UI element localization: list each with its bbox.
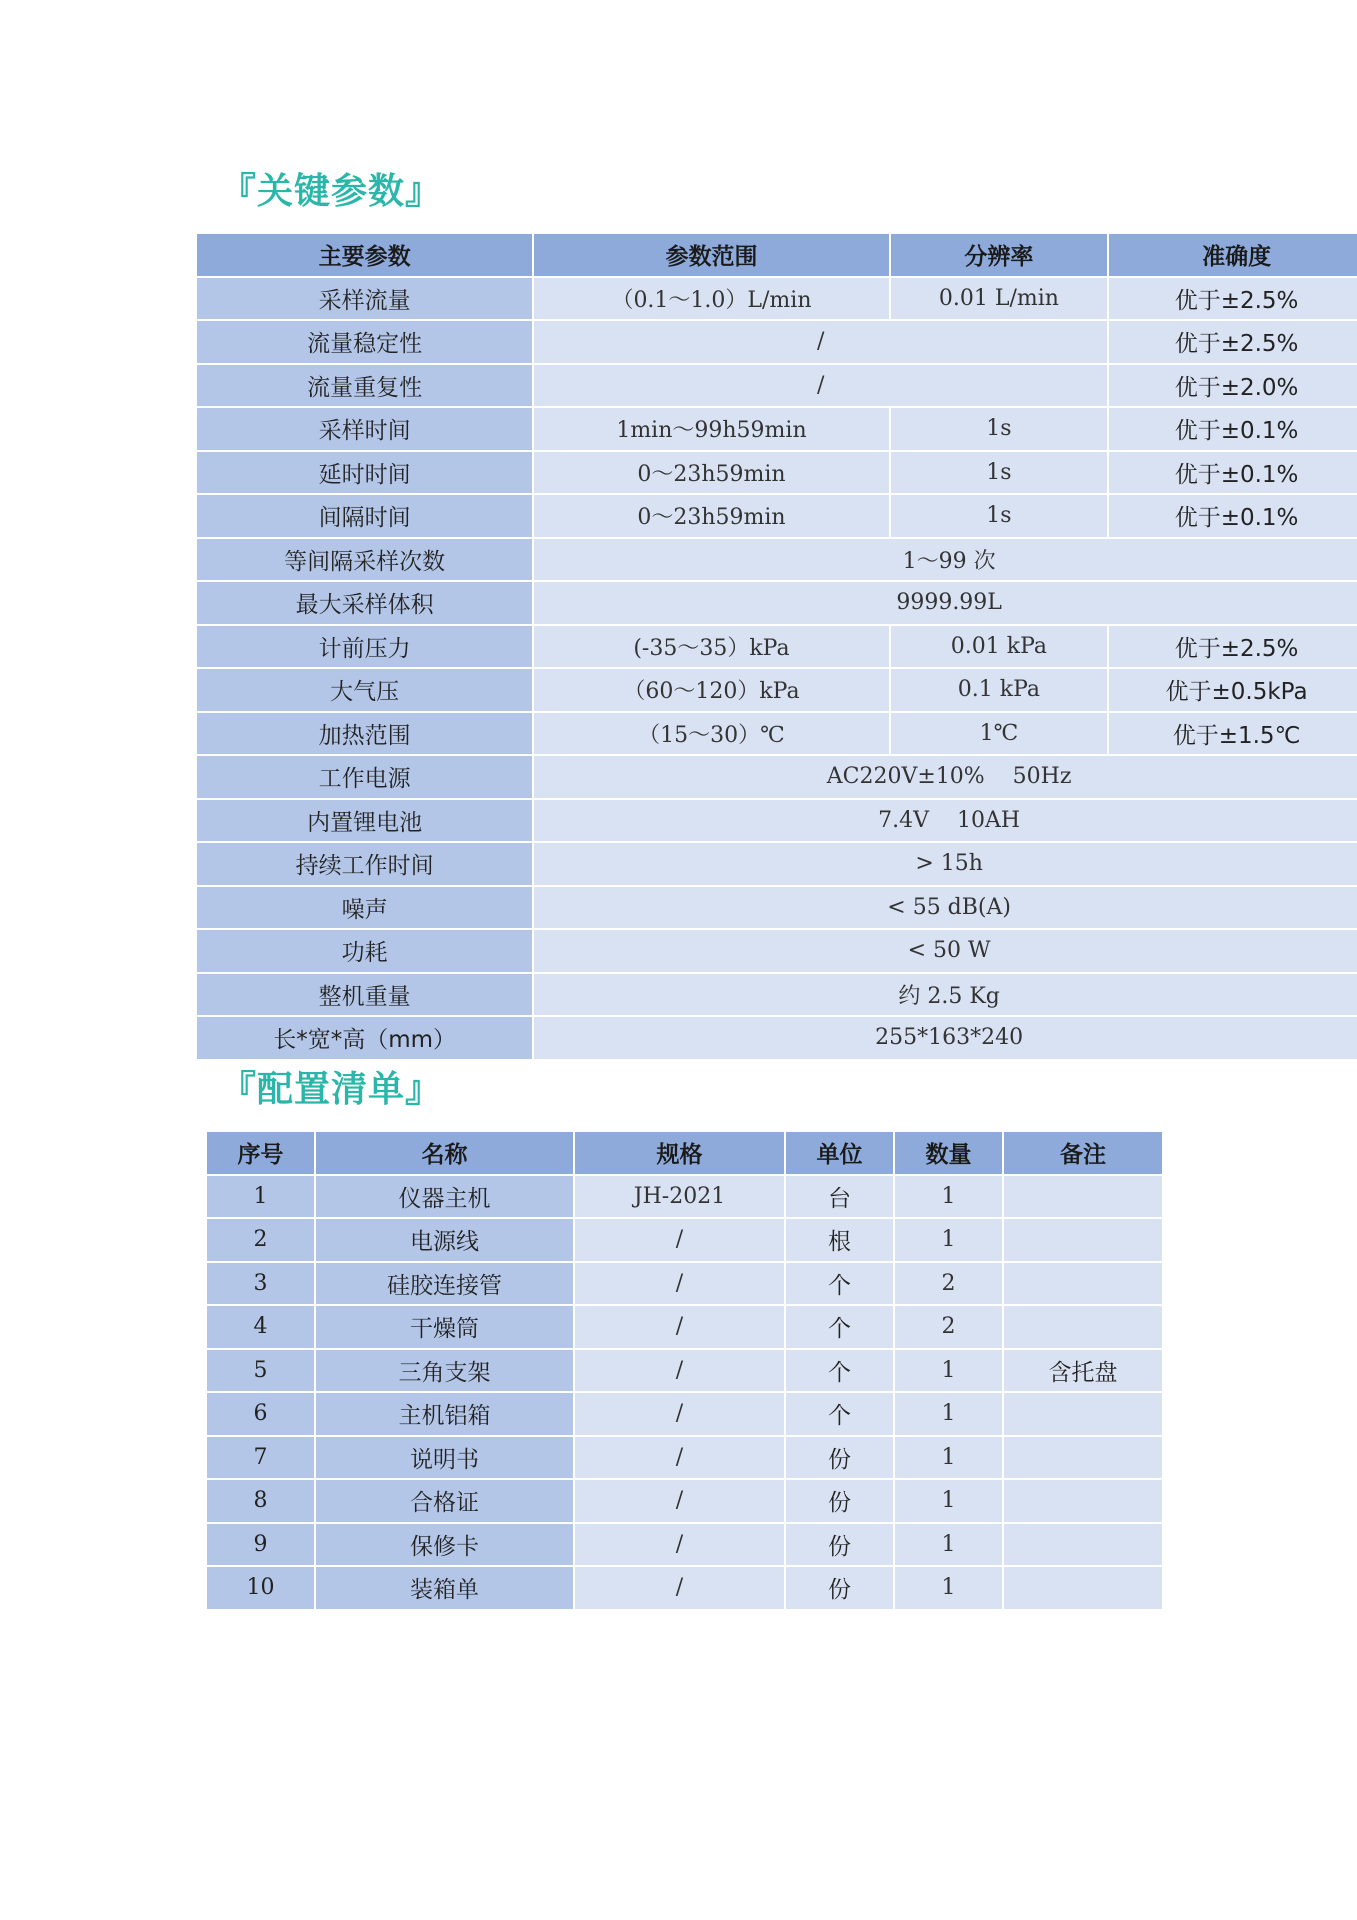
item-spec: / xyxy=(574,1305,785,1349)
item-note xyxy=(1003,1479,1163,1523)
item-qty: 2 xyxy=(894,1262,1003,1306)
item-note xyxy=(1003,1262,1163,1306)
table-row xyxy=(196,320,1357,364)
param-resolution: 1℃ xyxy=(890,712,1108,756)
item-qty: 1 xyxy=(894,1436,1003,1480)
param-accuracy: 优于±2.5% xyxy=(1108,320,1357,364)
param-range: / xyxy=(533,320,1108,364)
header-unit: 单位 xyxy=(785,1131,894,1175)
table-row xyxy=(206,1175,1163,1219)
param-accuracy: 优于±2.0% xyxy=(1108,364,1357,408)
param-name: 工作电源 xyxy=(196,755,533,799)
item-no: 3 xyxy=(206,1262,315,1306)
item-no: 2 xyxy=(206,1218,315,1262)
key-parameters-table xyxy=(195,232,1357,1061)
item-no: 9 xyxy=(206,1523,315,1567)
item-unit: 个 xyxy=(785,1262,894,1306)
item-name: 硅胶连接管 xyxy=(315,1262,574,1306)
param-resolution: 0.01 L/min xyxy=(890,277,1108,321)
item-unit: 份 xyxy=(785,1566,894,1610)
param-range: 0～23h59min xyxy=(533,451,889,495)
item-name: 保修卡 xyxy=(315,1523,574,1567)
item-qty: 1 xyxy=(894,1175,1003,1219)
item-qty: 1 xyxy=(894,1392,1003,1436)
item-qty: 1 xyxy=(894,1218,1003,1262)
item-note xyxy=(1003,1218,1163,1262)
table-row xyxy=(206,1566,1163,1610)
item-qty: 2 xyxy=(894,1305,1003,1349)
param-name: 持续工作时间 xyxy=(196,842,533,886)
param-resolution: 1s xyxy=(890,407,1108,451)
item-note xyxy=(1003,1392,1163,1436)
param-name: 延时时间 xyxy=(196,451,533,495)
param-range: （60～120）kPa xyxy=(533,668,889,712)
item-note xyxy=(1003,1175,1163,1219)
item-name: 合格证 xyxy=(315,1479,574,1523)
table-row xyxy=(196,668,1357,712)
table-row xyxy=(196,494,1357,538)
item-spec: / xyxy=(574,1262,785,1306)
param-name: 流量稳定性 xyxy=(196,320,533,364)
item-spec: JH-2021 xyxy=(574,1175,785,1219)
param-value: < 50 W xyxy=(533,929,1357,973)
item-qty: 1 xyxy=(894,1479,1003,1523)
item-note xyxy=(1003,1436,1163,1480)
table-row xyxy=(196,886,1357,930)
table-row xyxy=(196,1016,1357,1060)
table-row xyxy=(196,581,1357,625)
item-spec: / xyxy=(574,1566,785,1610)
table-row xyxy=(196,842,1357,886)
header-range: 参数范围 xyxy=(533,233,889,277)
item-spec: / xyxy=(574,1479,785,1523)
item-no: 10 xyxy=(206,1566,315,1610)
param-accuracy: 优于±0.5kPa xyxy=(1108,668,1357,712)
header-qty: 数量 xyxy=(894,1131,1003,1175)
table-row xyxy=(196,799,1357,843)
item-no: 1 xyxy=(206,1175,315,1219)
item-spec: / xyxy=(574,1349,785,1393)
item-spec: / xyxy=(574,1218,785,1262)
item-spec: / xyxy=(574,1436,785,1480)
param-value: 255*163*240 xyxy=(533,1016,1357,1060)
item-unit: 个 xyxy=(785,1349,894,1393)
item-name: 电源线 xyxy=(315,1218,574,1262)
table-row xyxy=(206,1349,1163,1393)
param-range: (-35～35）kPa xyxy=(533,625,889,669)
param-name: 间隔时间 xyxy=(196,494,533,538)
header-name: 名称 xyxy=(315,1131,574,1175)
param-value: > 15h xyxy=(533,842,1357,886)
item-spec: / xyxy=(574,1523,785,1567)
param-resolution: 1s xyxy=(890,494,1108,538)
param-name: 流量重复性 xyxy=(196,364,533,408)
param-value: 1～99 次 xyxy=(533,538,1357,582)
param-name: 长*宽*高（mm） xyxy=(196,1016,533,1060)
table-row xyxy=(206,1436,1163,1480)
param-range: 1min～99h59min xyxy=(533,407,889,451)
param-resolution: 0.1 kPa xyxy=(890,668,1108,712)
table-row xyxy=(196,451,1357,495)
item-note: 含托盘 xyxy=(1003,1349,1163,1393)
item-note xyxy=(1003,1305,1163,1349)
table-row xyxy=(196,712,1357,756)
table-row xyxy=(206,1479,1163,1523)
param-name: 内置锂电池 xyxy=(196,799,533,843)
item-unit: 个 xyxy=(785,1392,894,1436)
item-unit: 个 xyxy=(785,1305,894,1349)
item-note xyxy=(1003,1566,1163,1610)
table-row xyxy=(206,1218,1163,1262)
param-name: 采样流量 xyxy=(196,277,533,321)
table-row xyxy=(196,364,1357,408)
table-row xyxy=(206,1392,1163,1436)
param-name: 等间隔采样次数 xyxy=(196,538,533,582)
item-unit: 份 xyxy=(785,1436,894,1480)
param-accuracy: 优于±0.1% xyxy=(1108,494,1357,538)
param-name: 采样时间 xyxy=(196,407,533,451)
table-row xyxy=(196,538,1357,582)
table-row xyxy=(196,277,1357,321)
configuration-list-table xyxy=(205,1130,1164,1611)
param-name: 整机重量 xyxy=(196,973,533,1017)
param-range: / xyxy=(533,364,1108,408)
param-value: 7.4V 10AH xyxy=(533,799,1357,843)
item-name: 干燥筒 xyxy=(315,1305,574,1349)
item-name: 说明书 xyxy=(315,1436,574,1480)
table-row xyxy=(206,1523,1163,1567)
header-note: 备注 xyxy=(1003,1131,1163,1175)
param-value: 9999.99L xyxy=(533,581,1357,625)
header-no: 序号 xyxy=(206,1131,315,1175)
item-unit: 份 xyxy=(785,1479,894,1523)
item-qty: 1 xyxy=(894,1523,1003,1567)
header-spec: 规格 xyxy=(574,1131,785,1175)
item-note xyxy=(1003,1523,1163,1567)
item-qty: 1 xyxy=(894,1566,1003,1610)
item-name: 主机铝箱 xyxy=(315,1392,574,1436)
table-row xyxy=(196,625,1357,669)
item-no: 6 xyxy=(206,1392,315,1436)
param-range: （15～30）℃ xyxy=(533,712,889,756)
section-title-key-parameters: 『关键参数』 xyxy=(220,171,443,212)
param-accuracy: 优于±1.5℃ xyxy=(1108,712,1357,756)
section-title-configuration-list: 『配置清单』 xyxy=(220,1069,443,1110)
param-accuracy: 优于±0.1% xyxy=(1108,407,1357,451)
item-name: 仪器主机 xyxy=(315,1175,574,1219)
table-row xyxy=(196,407,1357,451)
param-name: 计前压力 xyxy=(196,625,533,669)
item-spec: / xyxy=(574,1392,785,1436)
param-name: 最大采样体积 xyxy=(196,581,533,625)
header-accuracy: 准确度 xyxy=(1108,233,1357,277)
table-row xyxy=(206,1305,1163,1349)
table-row xyxy=(206,1262,1163,1306)
table-row xyxy=(196,973,1357,1017)
param-name: 功耗 xyxy=(196,929,533,973)
param-value: < 55 dB(A) xyxy=(533,886,1357,930)
param-accuracy: 优于±2.5% xyxy=(1108,625,1357,669)
param-value: AC220V±10% 50Hz xyxy=(533,755,1357,799)
param-name: 加热范围 xyxy=(196,712,533,756)
param-accuracy: 优于±2.5% xyxy=(1108,277,1357,321)
item-unit: 份 xyxy=(785,1523,894,1567)
param-value: 约 2.5 Kg xyxy=(533,973,1357,1017)
table-header-row xyxy=(206,1131,1163,1175)
item-name: 三角支架 xyxy=(315,1349,574,1393)
item-unit: 台 xyxy=(785,1175,894,1219)
header-resolution: 分辨率 xyxy=(890,233,1108,277)
header-parameter: 主要参数 xyxy=(196,233,533,277)
item-name: 装箱单 xyxy=(315,1566,574,1610)
param-name: 噪声 xyxy=(196,886,533,930)
item-no: 5 xyxy=(206,1349,315,1393)
item-unit: 根 xyxy=(785,1218,894,1262)
table-row xyxy=(196,929,1357,973)
param-resolution: 1s xyxy=(890,451,1108,495)
item-qty: 1 xyxy=(894,1349,1003,1393)
item-no: 7 xyxy=(206,1436,315,1480)
item-no: 4 xyxy=(206,1305,315,1349)
param-resolution: 0.01 kPa xyxy=(890,625,1108,669)
table-row xyxy=(196,755,1357,799)
param-name: 大气压 xyxy=(196,668,533,712)
param-accuracy: 优于±0.1% xyxy=(1108,451,1357,495)
param-range: （0.1～1.0）L/min xyxy=(533,277,889,321)
item-no: 8 xyxy=(206,1479,315,1523)
param-range: 0～23h59min xyxy=(533,494,889,538)
table-header-row xyxy=(196,233,1357,277)
